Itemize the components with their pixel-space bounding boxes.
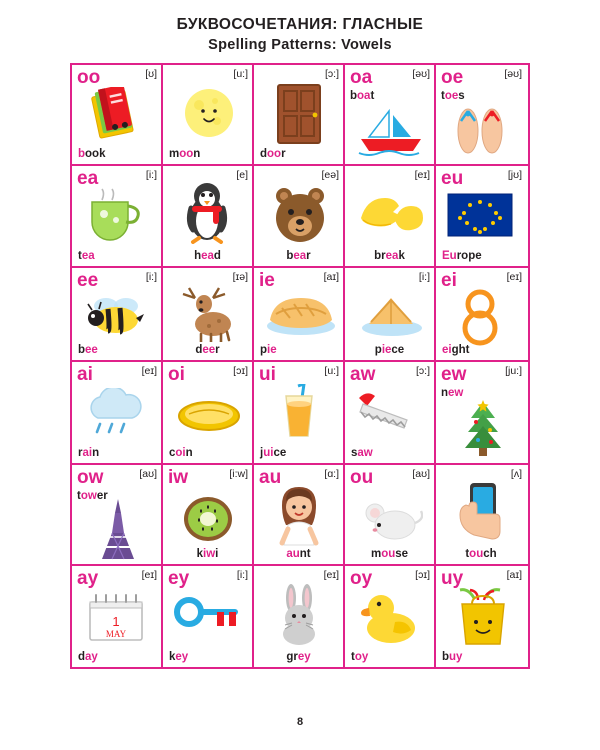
- number-eight-icon: [458, 288, 502, 346]
- cell-ea-tea: [72, 166, 163, 266]
- grey-rabbit-icon: [274, 584, 324, 646]
- word-label: mouse: [370, 548, 409, 561]
- saw-icon: [353, 388, 427, 438]
- page-title: [0, 0, 600, 53]
- digraph-label: ew: [441, 364, 467, 385]
- word-label: rain: [78, 447, 100, 460]
- ipa-label: [aɪ]: [506, 569, 522, 581]
- cell-iw-kiwi: [163, 465, 254, 564]
- ipa-label: [əʊ]: [412, 68, 430, 80]
- ipa-label: [ʌ]: [510, 468, 522, 480]
- ipa-label: [jʊ]: [507, 169, 522, 181]
- pie-icon: [262, 290, 340, 338]
- ipa-label: [ɔ:]: [324, 68, 339, 80]
- word-label: break: [374, 250, 405, 263]
- word-label: toes: [441, 90, 465, 102]
- cell-oo-book: [72, 65, 163, 164]
- word-label: juice: [260, 447, 287, 460]
- christmas-tree-icon: [456, 400, 510, 458]
- digraph-label: oa: [350, 67, 373, 88]
- digraph-label: oo: [77, 67, 101, 88]
- cell-oo-moon: [163, 65, 254, 164]
- deer-icon: [179, 286, 239, 342]
- cell-aw-saw: [345, 362, 436, 463]
- table-row: [72, 465, 528, 566]
- digraph-label: oi: [168, 364, 185, 385]
- ipa-label: [eɪ]: [414, 169, 430, 181]
- broken-egg-icon: [355, 194, 427, 240]
- word-label: key: [169, 651, 189, 664]
- bear-icon: [268, 182, 332, 244]
- digraph-label: eu: [441, 168, 464, 189]
- ipa-label: [e]: [236, 169, 248, 181]
- ipa-label: [u:]: [233, 68, 248, 80]
- cell-ou-mouse: [345, 465, 436, 564]
- ipa-label: [i:]: [236, 569, 248, 581]
- table-row: [72, 566, 528, 667]
- aunt-icon: [270, 485, 328, 547]
- ipa-label: [ɑ:]: [324, 468, 339, 480]
- table-row: [72, 362, 528, 465]
- word-label: bee: [78, 344, 98, 357]
- ipa-label: [u:]: [324, 365, 339, 377]
- bee-icon: [82, 292, 150, 340]
- calendar-icon: [82, 592, 152, 646]
- ipa-label: [ɔ:]: [415, 365, 430, 377]
- digraph-label: oy: [350, 568, 373, 589]
- ipa-label: [aʊ]: [412, 468, 430, 480]
- tea-cup-icon: [82, 188, 144, 244]
- cell-ew-new: [436, 362, 526, 463]
- word-label: tower: [77, 490, 108, 502]
- ipa-label: [ʊ]: [145, 68, 157, 80]
- cell-ie-pie: [254, 268, 345, 360]
- ipa-label: [eɪ]: [506, 271, 522, 283]
- title-russian: БУКВОСОЧЕТАНИЯ: ГЛАСНЫЕ: [176, 16, 424, 33]
- moon-icon: [177, 83, 241, 143]
- cell-ea-head: [163, 166, 254, 266]
- word-label: aunt: [286, 548, 311, 561]
- word-label: saw: [351, 447, 373, 460]
- cell-ai-rain: [72, 362, 163, 463]
- page-number: 8: [296, 716, 304, 728]
- word-label: buy: [442, 651, 463, 664]
- digraph-label: ei: [441, 270, 457, 291]
- digraph-label: ey: [168, 568, 190, 589]
- shopping-bag-icon: [452, 588, 514, 646]
- word-label: book: [78, 148, 106, 161]
- cell-ea-break: [345, 166, 436, 266]
- cell-oi-coin: [163, 362, 254, 463]
- ipa-label: [eɪ]: [323, 569, 339, 581]
- cell-ea-bear: [254, 166, 345, 266]
- ipa-label: [i:]: [418, 271, 430, 283]
- cell-ui-juice: [254, 362, 345, 463]
- toes-icon: [450, 105, 510, 155]
- word-label: grey: [286, 651, 311, 664]
- cell-ow-tower: [72, 465, 163, 564]
- digraph-label: uy: [441, 568, 464, 589]
- cell-ou-touch: [436, 465, 526, 564]
- word-label: tea: [78, 250, 95, 263]
- digraph-label: ee: [77, 270, 99, 291]
- cell-oa-boat: [345, 65, 436, 164]
- word-label: piece: [374, 344, 405, 357]
- word-label: pie: [260, 344, 277, 357]
- eiffel-tower-icon: [92, 499, 144, 561]
- ipa-label: [ju:]: [505, 365, 522, 377]
- word-label: day: [78, 651, 98, 664]
- word-label: head: [194, 250, 221, 263]
- mouse-icon: [357, 499, 423, 543]
- word-label: deer: [195, 344, 220, 357]
- title-english: Spelling Patterns: Vowels: [208, 37, 392, 53]
- word-label: boat: [350, 90, 375, 102]
- word-label: kiwi: [196, 548, 219, 561]
- word-label: Europe: [442, 250, 482, 263]
- digraph-label: au: [259, 467, 282, 488]
- kiwi-icon: [179, 491, 237, 545]
- digraph-label: ui: [259, 364, 276, 385]
- cell-au-aunt: [254, 465, 345, 564]
- word-label: coin: [169, 447, 193, 460]
- cell-oy-toy: [345, 566, 436, 667]
- word-label: door: [260, 148, 286, 161]
- ipa-label: [eə]: [321, 169, 339, 181]
- key-icon: [173, 594, 245, 642]
- table-row: [72, 65, 528, 166]
- ipa-label: [eɪ]: [141, 569, 157, 581]
- digraph-label: ai: [77, 364, 93, 385]
- coin-icon: [175, 392, 243, 438]
- digraph-label: ou: [350, 467, 374, 488]
- ipa-label: [aɪ]: [323, 271, 339, 283]
- word-label: touch: [465, 548, 497, 561]
- ipa-label: [ɔɪ]: [233, 365, 248, 377]
- cell-ei-eight: [436, 268, 526, 360]
- digraph-label: ow: [77, 467, 104, 488]
- svg-text:1: 1: [112, 614, 120, 629]
- ipa-label: [ɪə]: [232, 271, 248, 283]
- word-label: moon: [169, 148, 201, 161]
- ipa-label: [aʊ]: [139, 468, 157, 480]
- spelling-patterns-table: [70, 63, 530, 669]
- digraph-label: iw: [168, 467, 189, 488]
- cell-eu-europe: [436, 166, 526, 266]
- word-label: eight: [442, 344, 470, 357]
- cell-ee-deer: [163, 268, 254, 360]
- cell-oo-door: [254, 65, 345, 164]
- word-label: toy: [351, 651, 369, 664]
- penguin-icon: [179, 180, 235, 244]
- cell-ay-day: [72, 566, 163, 667]
- word-label: bear: [286, 250, 311, 263]
- boat-icon: [355, 109, 427, 157]
- table-row: [72, 268, 528, 362]
- juice-glass-icon: [276, 384, 322, 440]
- digraph-label: aw: [350, 364, 376, 385]
- touch-phone-icon: [452, 481, 512, 543]
- ipa-label: [eɪ]: [141, 365, 157, 377]
- digraph-label: ay: [77, 568, 99, 589]
- digraph-label: ea: [77, 168, 99, 189]
- cell-ey-key: [163, 566, 254, 667]
- cell-uy-buy: [436, 566, 526, 667]
- cell-oe-toes: [436, 65, 526, 164]
- eu-flag-icon: [446, 192, 514, 238]
- ipa-label: [i:]: [145, 169, 157, 181]
- rain-cloud-icon: [80, 388, 152, 440]
- digraph-label: ie: [259, 270, 275, 291]
- ipa-label: [i:w]: [229, 468, 248, 480]
- ipa-label: [i:]: [145, 271, 157, 283]
- svg-text:MAY: MAY: [105, 629, 127, 639]
- rubber-duck-icon: [359, 590, 421, 646]
- digraph-label: oe: [441, 67, 464, 88]
- book-icon: [84, 87, 144, 145]
- cell-ee-bee: [72, 268, 163, 360]
- ipa-label: [əʊ]: [504, 68, 522, 80]
- ipa-label: [ɔɪ]: [415, 569, 430, 581]
- cell-ie-piece: [345, 268, 436, 360]
- cell-ey-grey: [254, 566, 345, 667]
- word-label: new: [441, 387, 464, 399]
- door-icon: [274, 83, 324, 145]
- pie-slice-icon: [357, 290, 427, 338]
- table-row: [72, 166, 528, 268]
